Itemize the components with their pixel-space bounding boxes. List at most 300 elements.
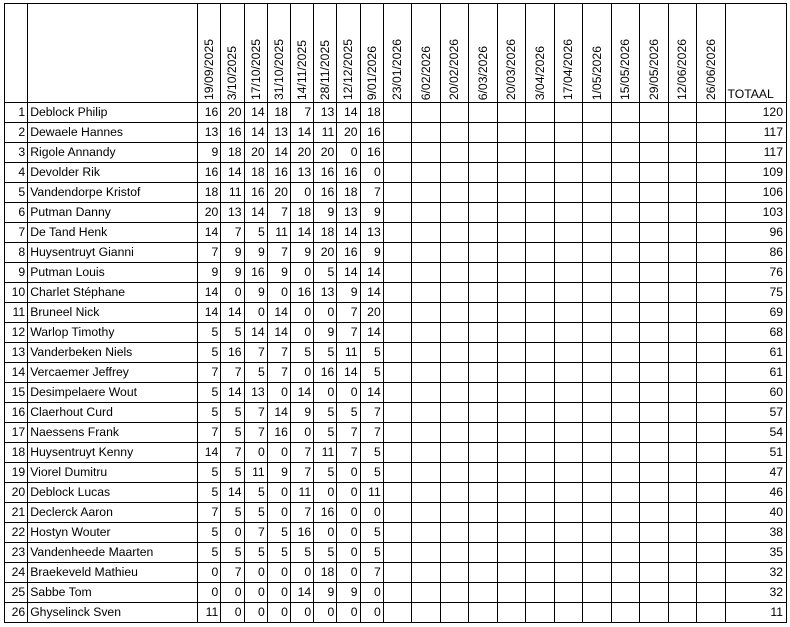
score-cell: 0 — [267, 583, 290, 603]
score-cell — [554, 323, 582, 343]
score-cell — [469, 283, 497, 303]
date-header — [497, 4, 525, 103]
name-cell: Ghyselinck Sven — [28, 603, 198, 623]
score-cell — [526, 383, 554, 403]
score-cell — [668, 403, 696, 423]
score-cell — [497, 483, 525, 503]
score-cell — [668, 443, 696, 463]
date-header-label: 14/11/2025 — [295, 39, 310, 100]
score-cell: 7 — [337, 323, 360, 343]
score-cell: 9 — [221, 263, 244, 283]
score-cell — [697, 443, 725, 463]
score-cell: 5 — [314, 543, 337, 563]
score-cell — [697, 423, 725, 443]
score-cell — [412, 103, 440, 123]
score-cell: 14 — [360, 283, 383, 303]
score-cell — [440, 123, 468, 143]
score-cell — [583, 303, 611, 323]
score-cell: 5 — [267, 523, 290, 543]
score-cell — [554, 583, 582, 603]
date-header-label: 6/03/2026 — [475, 45, 490, 100]
name-cell: Vandenheede Maarten — [28, 543, 198, 563]
score-cell — [611, 543, 639, 563]
score-cell — [440, 583, 468, 603]
score-cell: 7 — [244, 523, 267, 543]
score-cell — [526, 603, 554, 623]
score-cell: 16 — [314, 363, 337, 383]
total-cell: 117 — [725, 123, 786, 143]
score-cell — [526, 403, 554, 423]
score-cell: 16 — [360, 143, 383, 163]
score-cell — [554, 283, 582, 303]
score-cell — [383, 363, 411, 383]
score-cell: 5 — [198, 323, 221, 343]
name-cell: Naessens Frank — [28, 423, 198, 443]
score-cell — [469, 583, 497, 603]
score-cell — [554, 223, 582, 243]
total-cell: 96 — [725, 223, 786, 243]
name-cell: Braekeveld Mathieu — [28, 563, 198, 583]
score-cell: 11 — [290, 483, 313, 503]
score-cell: 16 — [244, 183, 267, 203]
table-row — [5, 603, 787, 623]
score-cell: 11 — [244, 463, 267, 483]
table-row — [5, 483, 787, 503]
score-cell — [497, 383, 525, 403]
rank-cell: 18 — [5, 443, 28, 463]
score-cell: 5 — [198, 463, 221, 483]
score-cell: 16 — [198, 163, 221, 183]
table-row — [5, 223, 787, 243]
score-cell — [383, 283, 411, 303]
score-cell: 0 — [314, 483, 337, 503]
score-cell: 11 — [267, 223, 290, 243]
score-cell: 7 — [221, 563, 244, 583]
rank-cell: 25 — [5, 583, 28, 603]
name-cell: Deblock Philip — [28, 103, 198, 123]
score-cell — [497, 283, 525, 303]
score-cell: 20 — [360, 303, 383, 323]
score-cell: 13 — [244, 383, 267, 403]
score-cell — [697, 383, 725, 403]
score-cell: 16 — [267, 163, 290, 183]
name-cell: Devolder Rik — [28, 163, 198, 183]
score-cell — [554, 343, 582, 363]
score-cell — [668, 363, 696, 383]
score-cell — [497, 303, 525, 323]
score-cell — [640, 523, 668, 543]
score-cell: 5 — [198, 483, 221, 503]
score-cell — [412, 483, 440, 503]
score-cell: 9 — [360, 203, 383, 223]
score-cell: 0 — [290, 303, 313, 323]
score-cell — [497, 223, 525, 243]
date-header-label: 17/04/2026 — [561, 39, 576, 100]
score-cell — [697, 263, 725, 283]
score-cell — [526, 223, 554, 243]
score-cell: 11 — [360, 483, 383, 503]
score-cell — [383, 603, 411, 623]
score-cell — [583, 403, 611, 423]
rank-cell: 3 — [5, 143, 28, 163]
score-cell: 16 — [314, 163, 337, 183]
name-cell: Charlet Stéphane — [28, 283, 198, 303]
score-cell: 20 — [198, 203, 221, 223]
score-cell — [469, 403, 497, 423]
score-cell — [469, 303, 497, 323]
score-cell: 5 — [314, 343, 337, 363]
score-cell — [497, 583, 525, 603]
total-cell: 75 — [725, 283, 786, 303]
score-cell — [497, 443, 525, 463]
score-cell: 0 — [221, 603, 244, 623]
score-cell — [469, 523, 497, 543]
total-cell: 57 — [725, 403, 786, 423]
score-cell — [554, 403, 582, 423]
score-cell — [554, 443, 582, 463]
rank-cell: 19 — [5, 463, 28, 483]
score-cell — [583, 363, 611, 383]
score-cell — [697, 343, 725, 363]
score-cell — [526, 123, 554, 143]
score-cell — [640, 403, 668, 423]
score-cell: 5 — [244, 543, 267, 563]
score-cell — [383, 443, 411, 463]
score-cell: 0 — [290, 323, 313, 343]
score-cell — [583, 163, 611, 183]
score-cell: 7 — [337, 423, 360, 443]
score-cell: 9 — [290, 243, 313, 263]
date-header-label: 1/05/2026 — [589, 45, 604, 100]
ranking-table — [4, 3, 787, 623]
score-cell: 0 — [337, 563, 360, 583]
score-cell — [469, 323, 497, 343]
score-cell: 13 — [198, 123, 221, 143]
rank-cell: 10 — [5, 283, 28, 303]
total-cell: 40 — [725, 503, 786, 523]
rank-cell: 11 — [5, 303, 28, 323]
score-cell: 5 — [360, 343, 383, 363]
rank-cell: 23 — [5, 543, 28, 563]
score-cell: 7 — [267, 243, 290, 263]
score-cell: 0 — [290, 603, 313, 623]
score-cell — [611, 123, 639, 143]
score-cell — [412, 143, 440, 163]
score-cell — [440, 203, 468, 223]
score-cell — [697, 483, 725, 503]
score-cell — [554, 203, 582, 223]
score-cell — [412, 423, 440, 443]
score-cell — [611, 383, 639, 403]
score-cell — [668, 343, 696, 363]
score-cell: 14 — [360, 263, 383, 283]
rank-cell: 12 — [5, 323, 28, 343]
total-cell: 61 — [725, 363, 786, 383]
score-cell — [554, 543, 582, 563]
score-cell — [640, 323, 668, 343]
score-cell — [412, 303, 440, 323]
rank-cell: 4 — [5, 163, 28, 183]
total-cell: 32 — [725, 563, 786, 583]
score-cell — [611, 403, 639, 423]
score-cell: 0 — [337, 463, 360, 483]
score-cell: 7 — [267, 363, 290, 383]
score-cell: 20 — [267, 183, 290, 203]
score-cell — [668, 563, 696, 583]
score-cell — [611, 303, 639, 323]
score-cell: 0 — [360, 603, 383, 623]
score-cell: 14 — [267, 143, 290, 163]
score-cell: 9 — [360, 243, 383, 263]
score-cell: 14 — [290, 123, 313, 143]
score-cell — [640, 123, 668, 143]
score-cell — [497, 123, 525, 143]
score-cell — [554, 383, 582, 403]
date-header-label: 17/10/2025 — [248, 39, 263, 100]
score-cell: 5 — [290, 543, 313, 563]
score-cell — [668, 223, 696, 243]
score-cell — [412, 123, 440, 143]
score-cell — [412, 383, 440, 403]
name-cell: Warlop Timothy — [28, 323, 198, 343]
score-cell: 18 — [198, 183, 221, 203]
header-name-cell — [28, 4, 198, 103]
date-header — [697, 4, 725, 103]
score-cell: 0 — [290, 563, 313, 583]
score-cell: 14 — [221, 383, 244, 403]
score-cell: 14 — [267, 403, 290, 423]
total-cell: 103 — [725, 203, 786, 223]
score-cell — [383, 343, 411, 363]
score-cell: 16 — [290, 523, 313, 543]
score-cell — [583, 243, 611, 263]
score-cell — [383, 483, 411, 503]
score-cell: 0 — [267, 383, 290, 403]
score-cell — [697, 543, 725, 563]
score-cell — [526, 543, 554, 563]
score-cell — [383, 303, 411, 323]
score-cell: 14 — [337, 223, 360, 243]
score-cell — [497, 403, 525, 423]
score-cell — [640, 143, 668, 163]
score-cell: 0 — [360, 163, 383, 183]
table-body — [5, 103, 787, 623]
score-cell — [412, 363, 440, 383]
score-cell: 0 — [337, 603, 360, 623]
score-cell: 14 — [198, 283, 221, 303]
score-cell: 0 — [244, 443, 267, 463]
date-header-label: 3/10/2025 — [225, 45, 240, 100]
score-cell — [697, 103, 725, 123]
score-cell: 0 — [267, 283, 290, 303]
table-row — [5, 503, 787, 523]
score-cell — [611, 363, 639, 383]
score-cell — [469, 163, 497, 183]
score-cell: 0 — [267, 483, 290, 503]
date-header-label: 9/01/2026 — [364, 45, 379, 100]
score-cell — [554, 163, 582, 183]
score-cell — [469, 223, 497, 243]
score-cell — [640, 483, 668, 503]
score-cell — [383, 563, 411, 583]
total-header: TOTAAL — [725, 4, 786, 103]
score-cell — [554, 563, 582, 583]
total-cell: 38 — [725, 523, 786, 543]
score-cell — [526, 483, 554, 503]
score-cell — [640, 223, 668, 243]
name-cell: Claerhout Curd — [28, 403, 198, 423]
score-cell — [640, 603, 668, 623]
score-cell — [668, 243, 696, 263]
score-cell — [383, 183, 411, 203]
score-cell — [611, 523, 639, 543]
score-cell — [583, 103, 611, 123]
score-cell — [697, 363, 725, 383]
score-cell: 5 — [360, 543, 383, 563]
score-cell: 5 — [244, 223, 267, 243]
date-header — [383, 4, 411, 103]
score-cell — [469, 123, 497, 143]
score-cell: 20 — [221, 103, 244, 123]
score-cell — [440, 463, 468, 483]
score-cell — [440, 343, 468, 363]
score-cell — [526, 203, 554, 223]
score-cell — [526, 463, 554, 483]
total-cell: 35 — [725, 543, 786, 563]
date-header — [640, 4, 668, 103]
score-cell: 9 — [267, 263, 290, 283]
score-cell — [611, 503, 639, 523]
score-cell — [640, 543, 668, 563]
score-cell — [697, 243, 725, 263]
score-cell: 13 — [337, 203, 360, 223]
score-cell: 5 — [198, 383, 221, 403]
score-cell — [469, 343, 497, 363]
score-cell — [640, 303, 668, 323]
score-cell: 0 — [290, 263, 313, 283]
score-cell — [668, 423, 696, 443]
score-cell — [611, 323, 639, 343]
score-cell: 0 — [221, 283, 244, 303]
score-cell — [469, 143, 497, 163]
score-cell — [469, 183, 497, 203]
score-cell — [583, 383, 611, 403]
score-cell — [668, 103, 696, 123]
rank-cell: 20 — [5, 483, 28, 503]
table-row — [5, 563, 787, 583]
table-row — [5, 303, 787, 323]
date-header — [611, 4, 639, 103]
score-cell: 14 — [337, 363, 360, 383]
score-cell — [469, 543, 497, 563]
score-cell — [497, 183, 525, 203]
score-cell — [412, 243, 440, 263]
score-cell: 5 — [198, 403, 221, 423]
score-cell — [469, 423, 497, 443]
score-cell: 9 — [337, 583, 360, 603]
score-cell — [497, 543, 525, 563]
score-cell: 20 — [244, 143, 267, 163]
table-row — [5, 523, 787, 543]
score-cell — [583, 423, 611, 443]
date-header — [668, 4, 696, 103]
score-cell — [526, 263, 554, 283]
score-cell — [412, 523, 440, 543]
score-cell: 14 — [244, 203, 267, 223]
score-cell: 5 — [360, 523, 383, 543]
score-cell — [497, 103, 525, 123]
score-cell — [412, 543, 440, 563]
table-row — [5, 323, 787, 343]
score-cell — [440, 363, 468, 383]
score-cell — [412, 163, 440, 183]
score-cell: 18 — [360, 103, 383, 123]
score-cell: 5 — [314, 403, 337, 423]
score-cell — [554, 423, 582, 443]
score-cell — [383, 263, 411, 283]
score-cell — [440, 443, 468, 463]
rank-cell: 17 — [5, 423, 28, 443]
score-cell — [668, 543, 696, 563]
score-cell: 0 — [337, 523, 360, 543]
name-cell: Bruneel Nick — [28, 303, 198, 323]
rank-cell: 22 — [5, 523, 28, 543]
score-cell — [611, 463, 639, 483]
score-cell: 14 — [244, 103, 267, 123]
table-row — [5, 263, 787, 283]
score-cell — [383, 423, 411, 443]
score-cell: 0 — [244, 583, 267, 603]
score-cell — [412, 443, 440, 463]
total-cell: 76 — [725, 263, 786, 283]
score-cell — [383, 463, 411, 483]
score-cell: 0 — [337, 383, 360, 403]
score-cell — [440, 323, 468, 343]
name-cell: Dewaele Hannes — [28, 123, 198, 143]
score-cell — [583, 603, 611, 623]
name-cell: Sabbe Tom — [28, 583, 198, 603]
score-cell: 0 — [314, 383, 337, 403]
score-cell — [697, 123, 725, 143]
score-cell — [469, 203, 497, 223]
score-cell — [640, 343, 668, 363]
score-cell — [440, 163, 468, 183]
score-cell — [440, 183, 468, 203]
score-cell: 5 — [267, 543, 290, 563]
score-cell — [697, 583, 725, 603]
score-cell — [583, 583, 611, 603]
score-cell — [412, 403, 440, 423]
total-cell: 86 — [725, 243, 786, 263]
score-cell: 0 — [244, 603, 267, 623]
score-cell — [668, 183, 696, 203]
total-cell: 11 — [725, 603, 786, 623]
score-cell — [440, 243, 468, 263]
score-cell — [469, 563, 497, 583]
date-header — [198, 4, 221, 103]
score-cell: 0 — [267, 563, 290, 583]
score-cell: 18 — [267, 103, 290, 123]
score-cell — [640, 363, 668, 383]
score-cell — [440, 543, 468, 563]
score-cell — [469, 443, 497, 463]
score-cell: 14 — [221, 303, 244, 323]
score-cell: 14 — [360, 383, 383, 403]
score-cell — [526, 563, 554, 583]
score-cell — [497, 343, 525, 363]
score-cell: 18 — [314, 563, 337, 583]
score-cell — [497, 323, 525, 343]
